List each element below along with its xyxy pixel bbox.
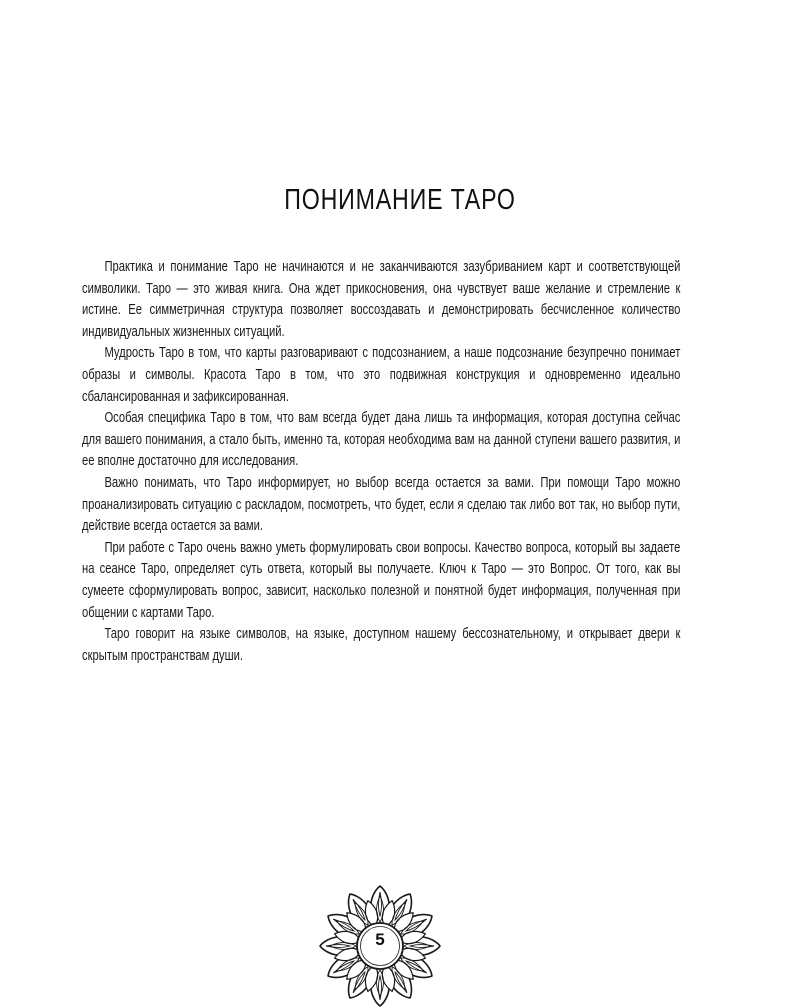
paragraph-3: Особая специфика Таро в том, что вам всегда будет дана лишь та информация, которая доступна сейчас для вашего понимания, а стало быть, именно та, которая необходима вам на данной ступени вашего развития, и ее вполне достаточно для исследования. [82,409,681,470]
page-number: 5 [375,930,385,949]
paragraph-5: При работе с Таро очень важно уметь формулировать свои вопросы. Качество вопроса, который вы задаете на сеансе Таро, определяет суть ответа, который вы получаете. Ключ к Таро — это Вопрос. От того, как вы сумеете сформулировать вопрос, зависит, насколько полезной и понятной будет информация, полученная при общении с картами Таро. [82,538,681,621]
page-title: ПОНИМАНИЕ ТАРО [284,184,516,216]
paragraph-1: Практика и понимание Таро не начинаются и не заканчиваются зазубриванием карт и соответствующей символики. Таро — это живая книга. Она ждет прикосновения, она чувствует ваше желание и стремление к истине. Ее симметричная структура позволяет воссоздавать и демонстрировать бесчисленное количество индивидуальных жизненных ситуаций. [82,258,681,340]
paragraph-4: Важно понимать, что Таро информирует, но выбор всегда остается за вами. При помощи Таро можно проанализировать ситуацию с раскладом, посмотреть, что будет, если я сделаю так либо вот так, но выбор пути, действие всегда остается за вами. [82,473,681,535]
body-text [82,256,680,666]
paragraph-2: Мудрость Таро в том, что карты разговаривают с подсознанием, а наше подсознание безупречно понимает образы и символы. Красота Таро в том, что это подвижная конструкция и одновременно идеально сбалансированная и зафиксированная. [82,344,681,405]
paragraph-6: Таро говорит на языке символов, на языке, доступном нашему бессознательному, и открывает двери к скрытым пространствам души. [82,625,681,664]
